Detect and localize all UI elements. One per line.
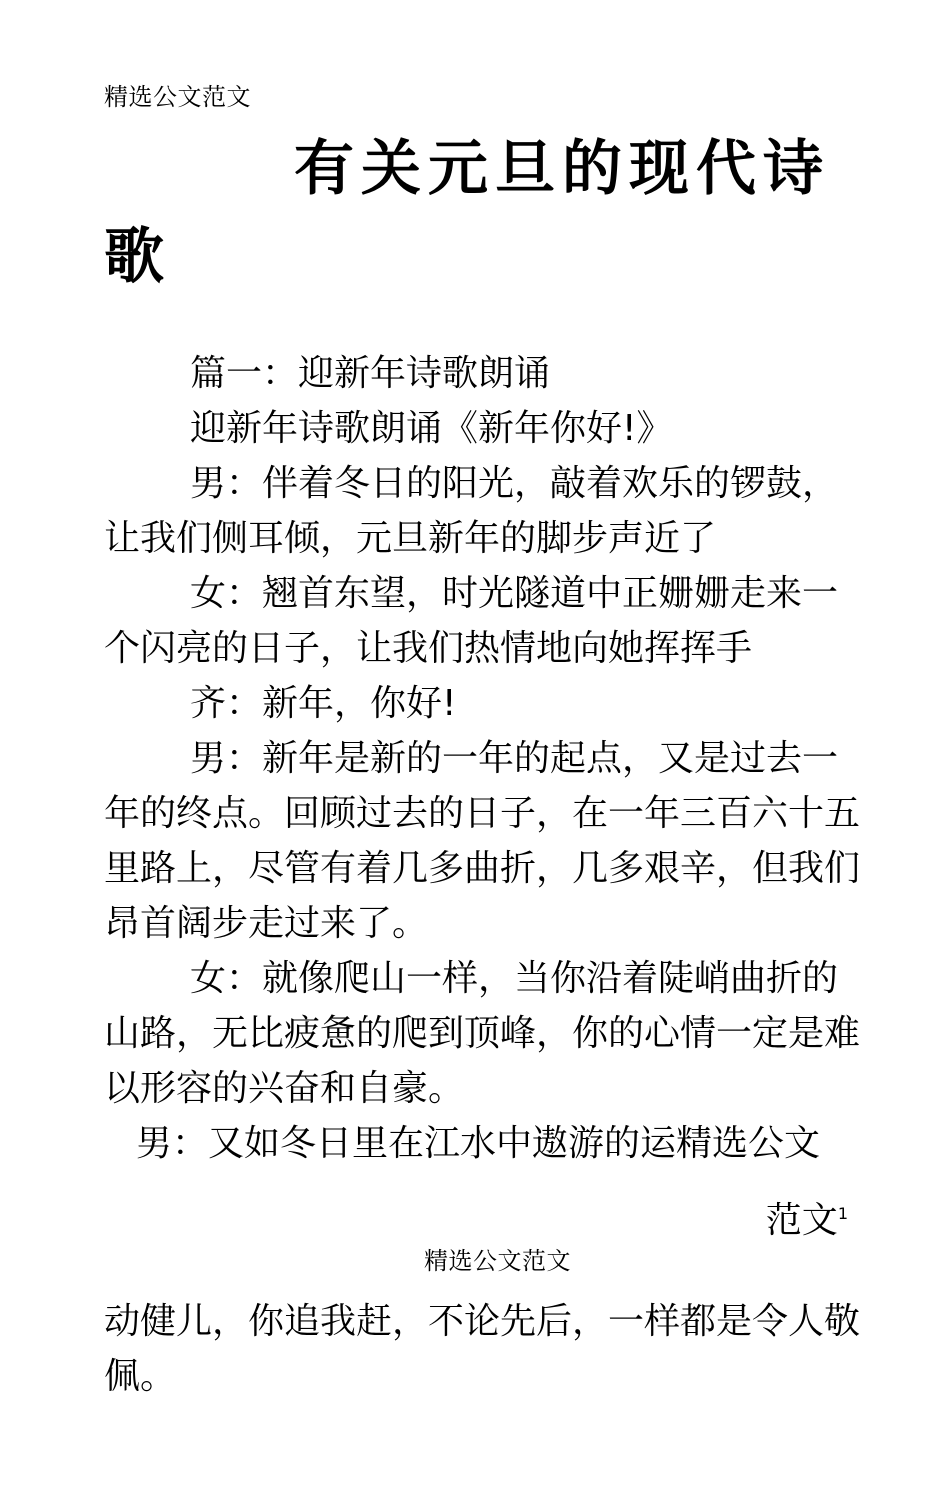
document-body-2: [104, 1294, 864, 1404]
document-body: [104, 346, 864, 1171]
paragraph: 女：就像爬山一样，当你沿着陡峭曲折的山路，无比疲惫的爬到顶峰，你的心情一定是难以形容的兴奋和自豪。: [104, 958, 861, 1109]
footer-text: 范文: [765, 1200, 838, 1241]
page-number: 1: [837, 1204, 848, 1223]
section-heading: 篇一：迎新年诗歌朗诵: [190, 353, 551, 394]
paragraph: 男：新年是新的一年的起点，又是过去一年的终点。回顾过去的日子，在一年三百六十五里路上，尽管有着几多曲折，几多艰辛，但我们昂首阔步走过来了。: [104, 738, 861, 944]
paragraph: 齐：新年，你好!: [190, 683, 457, 724]
paragraph: 女：翘首东望，时光隧道中正姗姗走来一个闪亮的日子，让我们热情地向她挥挥手: [104, 573, 839, 669]
page-header: 精选公文范文: [104, 83, 251, 111]
paragraph: 动健儿，你追我赶，不论先后，一样都是令人敬佩。: [104, 1301, 861, 1397]
document-title: 有关元旦的现代诗歌: [104, 134, 830, 292]
poem-title: 迎新年诗歌朗诵《新年你好!》: [190, 408, 673, 449]
paragraph: 男：伴着冬日的阳光，敲着欢乐的锣鼓，让我们侧耳倾，元旦新年的脚步声近了: [104, 463, 839, 559]
paragraph: 男：又如冬日里在江水中遨游的运精选公文: [136, 1123, 821, 1164]
page-header-2: 精选公文范文: [424, 1247, 571, 1275]
page-footer: [104, 1186, 848, 1248]
